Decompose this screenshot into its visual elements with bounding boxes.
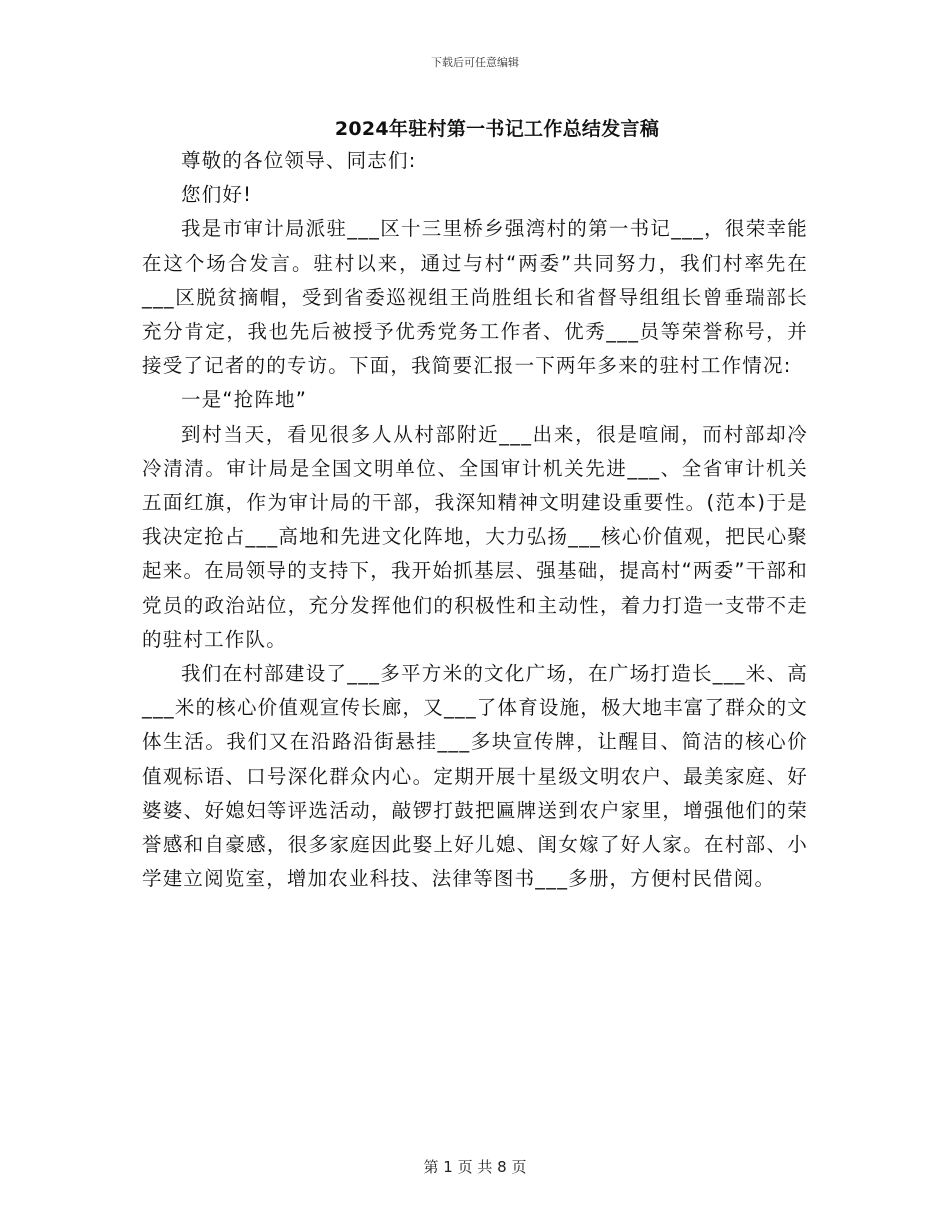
body-paragraph: 到村当天，看见很多人从村部附近___出来，很是喧闹，而村部却冷冷清清。审计局是全国文明单位、全国审计机关先进___、全省审计机关五面红旗，作为审计局的干部，我深知精神文明建设重要性。(范本)于是我决定抢占___高地和先进文化阵地，大力弘扬___核心价值观，把民心聚起来。在局领导的支持下，我开始抓基层、强基础，提高村“两委”干部和党员的政治站位，充分发挥他们的积极性和主动性，着力打造一支带不走的驻村工作队。 — [142, 422, 809, 651]
intro-paragraph: 我是市审计局派驻___区十三里桥乡强湾村的第一书记___，很荣幸能在这个场合发言。驻村以来，通过与村“两委”共同努力，我们村率先在___区脱贫摘帽，受到省委巡视组王尚胜组长和省督导组组长曾垂瑞部长充分肯定，我也先后被授予优秀党务工作者、优秀___员等荣誉称号，并接受了记者的的专访。下面，我简要汇报一下两年多来的驻村工作情况: — [142, 217, 808, 378]
document-body — [142, 144, 808, 896]
greeting: 您们好! — [181, 183, 253, 207]
page-number: 第 1 页 共 8 页 — [423, 1158, 527, 1176]
page-header-note: 下载后可任意编辑 — [431, 56, 519, 69]
document-title: 2024年驻村第一书记工作总结发言稿 — [334, 118, 660, 140]
body-paragraph: 我们在村部建设了___多平方米的文化广场，在广场打造长___米、高___米的核心价值观宣传长廊，又___了体育设施，极大地丰富了群众的文体生活。我们又在沿路沿街悬挂___多块宣传牌，让醒目、简洁的核心价值观标语、口号深化群众内心。定期开展十星级文明农户、最美家庭、好婆婆、好媳妇等评选活动，敲锣打鼓把匾牌送到农户家里，增强他们的荣誉感和自豪感，很多家庭因此娶上好儿媳、闺女嫁了好人家。在村部、小学建立阅览室，增加农业科技、法律等图书___多册，方便村民借阅。 — [142, 662, 809, 891]
section-heading: 一是“抢阵地” — [181, 388, 308, 412]
salutation: 尊敬的各位领导、同志们: — [181, 149, 417, 172]
